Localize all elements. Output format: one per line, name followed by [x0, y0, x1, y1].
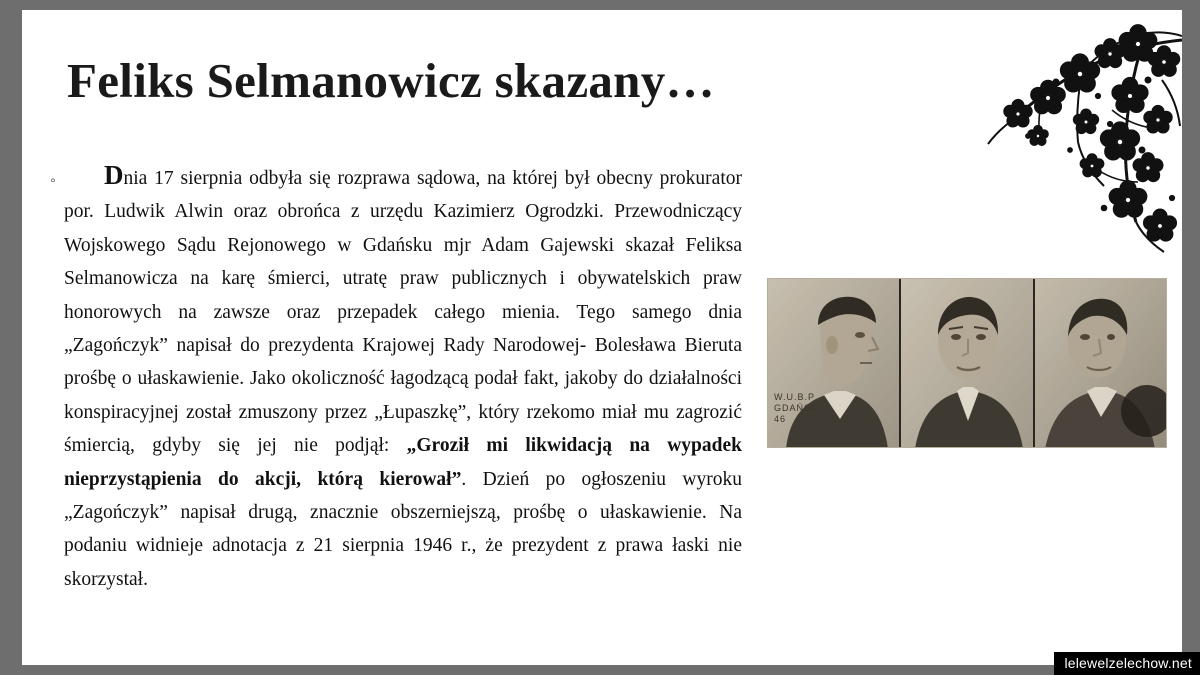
cherry-blossom-branch-decoration [842, 10, 1182, 260]
watermark: lelewelzelechow.net [1054, 652, 1200, 675]
mugshot-photo [767, 278, 1167, 448]
photo-caption-line-2: GDAŃSK [774, 403, 819, 413]
paragraph-bold-quote: „Groził mi likwidacją na wypadek nieprzystąpienia do akcji, którą kierował” [64, 435, 742, 490]
page-title: Feliks Selmanowicz skazany… [67, 53, 715, 108]
mugshot-panel-right [1035, 279, 1166, 447]
mugshot-panel-center [901, 279, 1034, 447]
photo-caption-line-3: 46 [774, 414, 787, 424]
paragraph-part-2: . Dzień po ogłoszeniu wyroku „Zagończyk” napisał drugą, znacznie obszerniejszą, prośbę o ułaskawienie. Na podaniu widnieje adnotacja z 21 sierpnia 1946 r., że prezydent z prawa łaski nie skorzystał. [64, 468, 742, 590]
paragraph [64, 162, 742, 596]
paragraph-part-1: nia 17 sierpnia odbyła się rozprawa sądowa, na której był obecny prokurator por. Ludwik Alwin oraz obrońca z urzędu Kazimierz Ogrodzki. Przewodniczący Wojskowego Sądu Rejonowego w Gdańsku mjr Adam Gajewski skazał Feliksa Selmanowicza na karę śmierci, utratę praw publicznych i obywatelskich praw honorowych na zawsze oraz przepadek całego mienia. Tego samego dnia „Zagończyk” napisał do prezydenta Krajowej Rady Narodowej- Bolesława Bieruta prośbę o ułaskawienie. Jako okoliczność łagodzącą podał fakt, jakoby do działalności konspiracyjnej został zmuszony przez „Łupaszkę”, który rzekomo miał mu zagrozić śmiercią, gdyby się jej nie podjął: [64, 168, 742, 457]
photo-caption-line-1: W.U.B.P [774, 392, 816, 402]
slide-canvas [22, 10, 1182, 665]
mugshot-panel-left [768, 279, 901, 447]
list-item [42, 162, 742, 596]
body-text-block [42, 162, 742, 596]
photo-caption [774, 392, 818, 425]
bullet-marker: ◦ [50, 173, 56, 189]
drop-cap: D [104, 160, 124, 190]
